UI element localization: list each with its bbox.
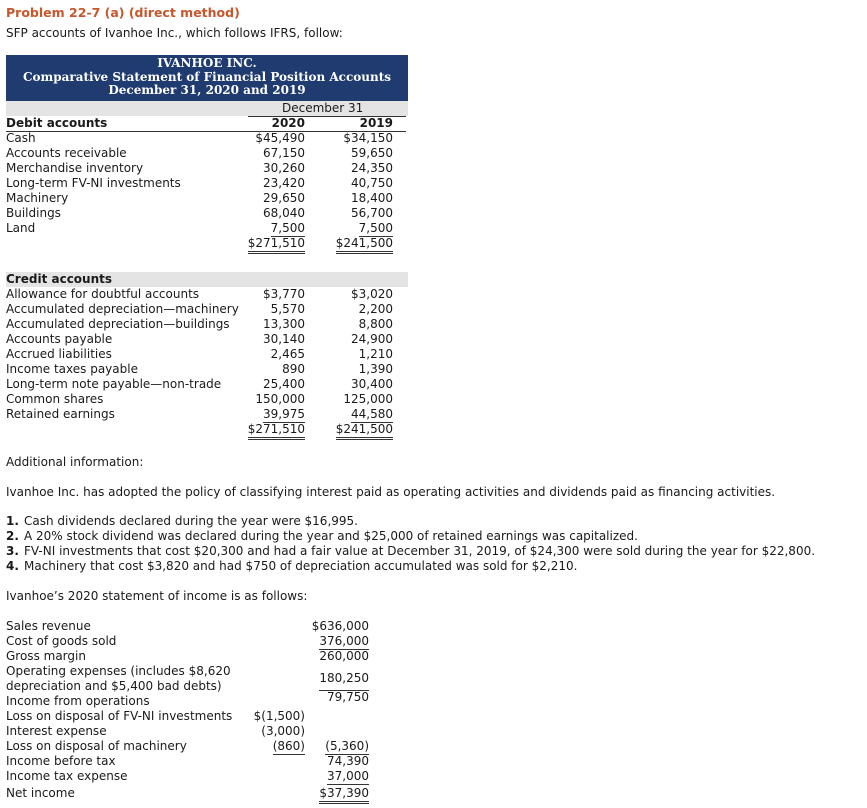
cogs-label: Cost of goods sold xyxy=(6,634,117,648)
account-label: Merchandise inventory xyxy=(6,160,144,175)
interest-label: Interest expense xyxy=(6,724,107,738)
value-2019: 125,000 xyxy=(343,391,393,406)
value-2020: 23,420 xyxy=(263,175,305,190)
credit-total-2019: $241,500 xyxy=(336,422,393,440)
value-2020: 30,140 xyxy=(263,331,305,346)
credit-total-2020: $271,510 xyxy=(248,422,305,440)
income-row xyxy=(6,769,386,786)
additional-heading: Additional information: xyxy=(6,455,144,469)
opex-value: 180,250 xyxy=(319,671,369,691)
loss-fvni-value: $(1,500) xyxy=(253,709,305,723)
account-label: Retained earnings xyxy=(6,406,115,421)
tax-value: 37,000 xyxy=(327,769,369,783)
account-label: Common shares xyxy=(6,391,104,406)
statement-title: Comparative Statement of Financial Position Accounts xyxy=(22,69,392,84)
value-2020: 68,040 xyxy=(263,205,305,220)
value-2020: 67,150 xyxy=(263,145,305,160)
income-row xyxy=(6,739,386,754)
table-row xyxy=(6,206,408,221)
account-label: Income taxes payable xyxy=(6,361,138,376)
table-row xyxy=(6,392,408,407)
value-2020: 25,400 xyxy=(263,376,305,391)
item-text: Machinery that cost $3,820 and had $750 of depreciation accumulated was sold for $2,210. xyxy=(24,559,578,573)
loss-fvni-label: Loss on disposal of FV-NI investments xyxy=(6,709,233,723)
table-row xyxy=(6,221,408,236)
account-label: Machinery xyxy=(6,190,69,205)
income-row xyxy=(6,786,386,801)
value-2019: 24,350 xyxy=(351,160,393,175)
table-row xyxy=(6,131,408,146)
ibt-value: 74,390 xyxy=(327,754,369,768)
value-2020: $3,770 xyxy=(263,286,305,301)
item-text: FV-NI investments that cost $20,300 and had a fair value at December 31, 2019, of $24,300 were sold during the year for $22,800. xyxy=(24,544,816,558)
value-2019: $34,150 xyxy=(343,130,393,145)
income-row xyxy=(6,649,386,664)
income-row xyxy=(6,690,386,709)
debit-rows xyxy=(6,131,408,236)
cogs-value: 376,000 xyxy=(319,634,369,648)
opex-label-line-1: Operating expenses (includes $8,620 xyxy=(6,664,231,678)
item-text: A 20% stock dividend was declared during the year and $25,000 of retained earnings was capitalized. xyxy=(24,529,638,543)
net-income-label: Net income xyxy=(6,786,75,800)
debit-heading: Debit accounts xyxy=(6,115,108,130)
additional-items xyxy=(6,514,815,574)
sales-value: $636,000 xyxy=(311,619,369,633)
credit-rows xyxy=(6,287,408,422)
table-row xyxy=(6,362,408,377)
income-row xyxy=(6,709,386,724)
sfp-banner xyxy=(6,55,408,101)
value-2019: 40,750 xyxy=(351,175,393,190)
table-row xyxy=(6,317,408,332)
table-row xyxy=(6,161,408,176)
sales-label: Sales revenue xyxy=(6,619,91,633)
account-label: Buildings xyxy=(6,205,61,220)
ops-label: Income from operations xyxy=(6,694,150,708)
list-item xyxy=(6,514,815,529)
list-item xyxy=(6,559,815,574)
account-label: Cash xyxy=(6,130,36,145)
table-row xyxy=(6,191,408,206)
value-2019: 44,580 xyxy=(351,406,393,421)
income-row xyxy=(6,634,386,649)
company-name: IVANHOE INC. xyxy=(157,56,257,70)
value-2019: 1,390 xyxy=(358,361,393,376)
table-row xyxy=(6,347,408,362)
value-2020: 7,500 xyxy=(270,220,305,235)
income-row xyxy=(6,724,386,739)
table-row xyxy=(6,287,408,302)
value-2019: 56,700 xyxy=(351,205,393,220)
account-label: Accounts receivable xyxy=(6,145,127,160)
value-2019: 24,900 xyxy=(351,331,393,346)
problem-title: Problem 22-7 (a) (direct method) xyxy=(6,5,240,20)
account-label: Land xyxy=(6,220,36,235)
value-2019: 1,210 xyxy=(358,346,393,361)
account-label: Accrued liabilities xyxy=(6,346,112,361)
table-row xyxy=(6,146,408,161)
value-2019: 8,800 xyxy=(358,316,393,331)
sfp-table xyxy=(6,55,408,437)
gross-label: Gross margin xyxy=(6,649,86,663)
credit-heading-row xyxy=(6,272,408,287)
value-2019: 30,400 xyxy=(351,376,393,391)
ops-value: 79,750 xyxy=(327,690,369,704)
table-row xyxy=(6,332,408,347)
account-label: Long-term FV-NI investments xyxy=(6,175,181,190)
period-header-band xyxy=(6,101,408,116)
value-2020: 13,300 xyxy=(263,316,305,331)
income-statement xyxy=(6,619,386,801)
loss-machinery-label: Loss on disposal of machinery xyxy=(6,739,187,753)
year-2019-header: 2019 xyxy=(359,115,393,130)
value-2019: 18,400 xyxy=(351,190,393,205)
account-label: Accumulated depreciation—machinery xyxy=(6,301,239,316)
account-label: Long-term note payable—non-trade xyxy=(6,376,222,391)
income-intro: Ivanhoe’s 2020 statement of income is as follows: xyxy=(6,589,308,603)
item-text: Cash dividends declared during the year were $16,995. xyxy=(24,514,358,528)
value-2020: 890 xyxy=(282,361,305,376)
net-income-value: $37,390 xyxy=(319,786,369,804)
list-item xyxy=(6,544,815,559)
value-2019: 7,500 xyxy=(358,220,393,235)
debit-total-row xyxy=(6,236,408,251)
period-header: December 31 xyxy=(282,100,364,115)
policy-text: Ivanhoe Inc. has adopted the policy of classifying interest paid as operating activities and dividends paid as financing activities. xyxy=(6,485,776,499)
intro-text: SFP accounts of Ivanhoe Inc., which follows IFRS, follow: xyxy=(6,26,343,40)
table-row xyxy=(6,176,408,191)
other-total-value: (5,360) xyxy=(325,739,369,753)
credit-heading: Credit accounts xyxy=(6,271,113,286)
account-label: Accounts payable xyxy=(6,331,113,346)
item-number: 1. xyxy=(6,514,19,528)
account-label: Allowance for doubtful accounts xyxy=(6,286,200,301)
credit-total-row xyxy=(6,422,408,437)
item-number: 2. xyxy=(6,529,19,543)
income-row xyxy=(6,754,386,769)
table-row xyxy=(6,302,408,317)
loss-machinery-value: (860) xyxy=(272,739,305,753)
value-2020: 30,260 xyxy=(263,160,305,175)
gross-value: 260,000 xyxy=(319,649,369,663)
value-2019: 2,200 xyxy=(358,301,393,316)
value-2020: 39,975 xyxy=(263,406,305,421)
ibt-label: Income before tax xyxy=(6,754,116,768)
value-2020: $45,490 xyxy=(255,130,305,145)
year-2020-header: 2020 xyxy=(271,115,305,130)
tax-label: Income tax expense xyxy=(6,769,128,783)
value-2020: 2,465 xyxy=(270,346,305,361)
account-label: Accumulated depreciation—buildings xyxy=(6,316,230,331)
value-2019: 59,650 xyxy=(351,145,393,160)
debit-total-2020: $271,510 xyxy=(248,236,305,254)
statement-dates: December 31, 2020 and 2019 xyxy=(108,83,306,97)
value-2020: 5,570 xyxy=(270,301,305,316)
list-item xyxy=(6,529,815,544)
value-2020: 150,000 xyxy=(255,391,305,406)
debit-heading-row xyxy=(6,116,408,131)
table-row xyxy=(6,407,408,422)
debit-total-2019: $241,500 xyxy=(336,236,393,254)
value-2019: $3,020 xyxy=(351,286,393,301)
income-row xyxy=(6,619,386,634)
interest-value: (3,000) xyxy=(261,724,305,738)
item-number: 4. xyxy=(6,559,19,573)
value-2020: 29,650 xyxy=(263,190,305,205)
table-row xyxy=(6,377,408,392)
item-number: 3. xyxy=(6,544,19,558)
opex-label-line-2: depreciation and $5,400 bad debts) xyxy=(6,679,222,693)
